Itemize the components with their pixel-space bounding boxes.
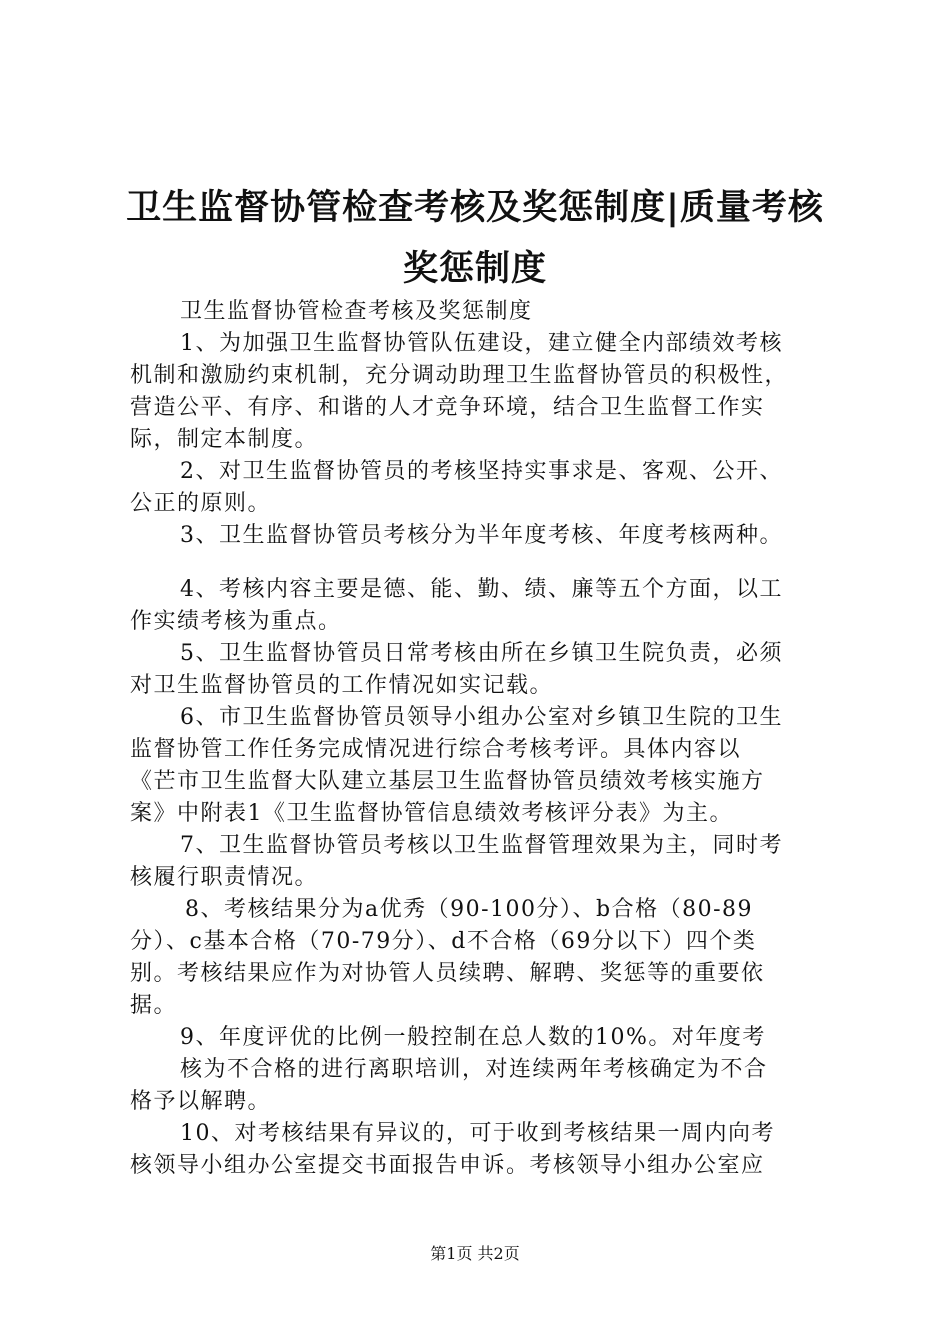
body-line: 营造公平、有序、和谐的人才竞争环境，结合卫生监督工作实 xyxy=(130,395,765,420)
document-title-line-1: 卫生监督协管检查考核及奖惩制度|质量考核 xyxy=(126,188,824,228)
body-line: 5、卫生监督协管员日常考核由所在乡镇卫生院负责，必须 xyxy=(180,641,783,666)
document-title-line-2: 奖惩制度 xyxy=(402,249,547,289)
body-line: 9、年度评优的比例一般控制在总人数的10%。对年度考 xyxy=(180,1025,766,1050)
body-line: 2、对卫生监督协管员的考核坚持实事求是、客观、公开、 xyxy=(180,459,783,484)
body-line: 《芒市卫生监督大队建立基层卫生监督协管员绩效考核实施方 xyxy=(130,769,765,794)
body-line: 际，制定本制度。 xyxy=(130,427,319,452)
page-number-footer: 第1页 共2页 xyxy=(430,1244,520,1263)
body-line: 7、卫生监督协管员考核以卫生监督管理效果为主，同时考 xyxy=(180,833,783,858)
body-line: 卫生监督协管检查考核及奖惩制度 xyxy=(180,299,533,324)
body-line: 4、考核内容主要是德、能、勤、绩、廉等五个方面，以工 xyxy=(180,577,783,602)
body-line: 核为不合格的进行离职培训，对连续两年考核确定为不合 xyxy=(180,1057,768,1082)
body-line: 案》中附表1《卫生监督协管信息绩效考核评分表》为主。 xyxy=(130,801,733,826)
body-line: 分）、c基本合格（70-79分）、d不合格（69分以下）四个类 xyxy=(130,929,757,954)
body-line: 3、卫生监督协管员考核分为半年度考核、年度考核两种。 xyxy=(180,523,783,548)
body-line: 8、考核结果分为a优秀（90-100分）、b合格（80-89 xyxy=(185,897,754,922)
body-line: 机制和激励约束机制，充分调动助理卫生监督协管员的积极性， xyxy=(130,363,789,388)
body-line: 格予以解聘。 xyxy=(130,1089,272,1114)
blank-line xyxy=(130,552,830,574)
body-line: 公正的原则。 xyxy=(130,491,272,516)
body-line: 据。 xyxy=(130,993,178,1018)
body-line: 对卫生监督协管员的工作情况如实记载。 xyxy=(130,673,554,698)
body-line: 核领导小组办公室提交书面报告申诉。考核领导小组办公室应 xyxy=(130,1153,765,1178)
body-line: 10、对考核结果有异议的，可于收到考核结果一周内向考 xyxy=(180,1121,775,1146)
body-line: 核履行职责情况。 xyxy=(130,865,319,890)
body-line: 别。考核结果应作为对协管人员续聘、解聘、奖惩等的重要依 xyxy=(130,961,765,986)
body-line: 1、为加强卫生监督协管队伍建设，建立健全内部绩效考核 xyxy=(180,331,783,356)
body-line: 作实绩考核为重点。 xyxy=(130,609,342,634)
document-body xyxy=(130,296,830,1182)
body-line: 监督协管工作任务完成情况进行综合考核考评。具体内容以 xyxy=(130,737,742,762)
body-line: 6、市卫生监督协管员领导小组办公室对乡镇卫生院的卫生 xyxy=(180,705,783,730)
